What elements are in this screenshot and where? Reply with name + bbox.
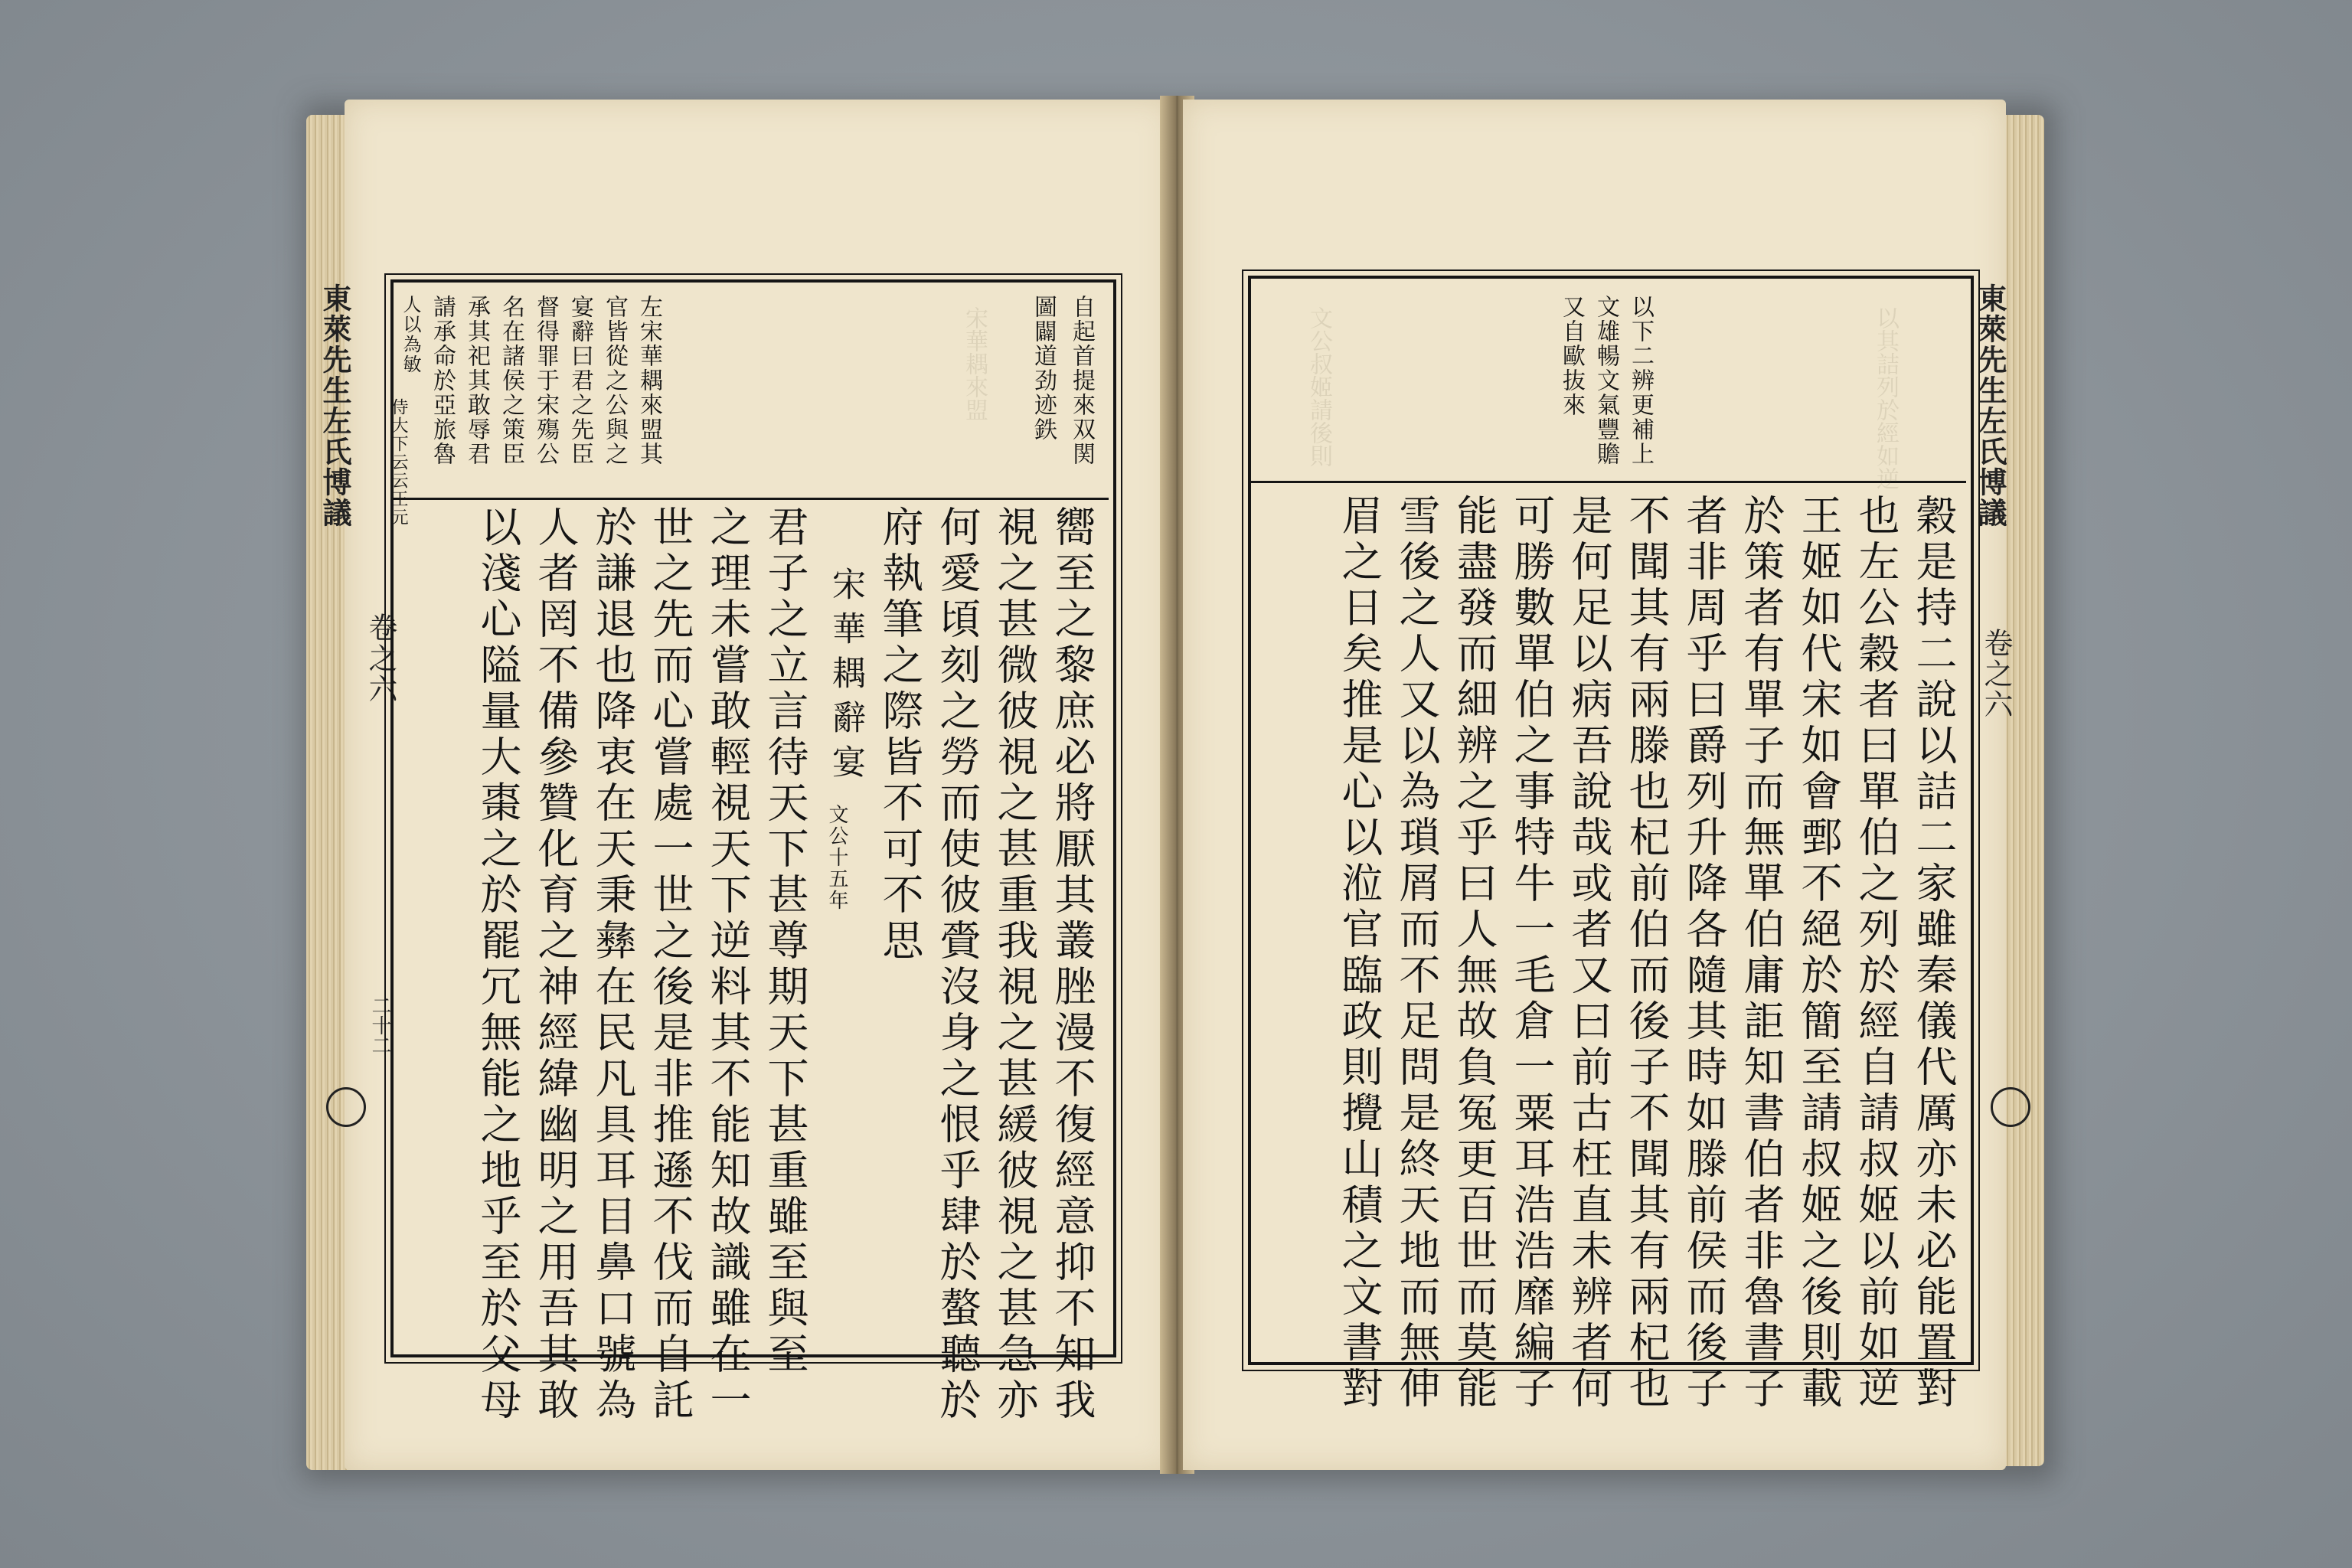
left-head-note: 左宋華耦來盟其 [635, 295, 662, 466]
essay-title: 宋華耦辭宴 [826, 567, 865, 789]
right-main-column: 眉之日矣推是心以涖官臨政則攪山積之文書對 [1335, 494, 1383, 1413]
left-main-column: 君子之立言待天下甚尊期天下甚重雖至與至 [761, 505, 809, 1378]
right-margin-volume: 卷之六 [1979, 628, 2013, 720]
right-main-column: 穀是持二說以詰二家雖秦儀代厲亦未必能置對 [1909, 494, 1958, 1413]
left-head-note: 宴辭曰君之先臣 [567, 295, 593, 466]
left-main-column: 何愛頃刻之勞而使彼賫沒身之恨乎肆於螯聽於 [933, 505, 982, 1424]
left-head-note: 督得罪于宋殤公 [532, 295, 559, 466]
right-main-column: 者非周乎曰爵列升降各隨其時如滕前侯而後子 [1680, 494, 1728, 1413]
right-main-column: 是何足以病吾說哉或者又曰前古枉直未辨者何 [1565, 494, 1613, 1413]
show-through: 以其詰列於經如逆 [1872, 306, 1899, 490]
right-main-column: 能盡發而細辨之乎曰人無故負冤更百世而莫能 [1450, 494, 1498, 1413]
left-margin-volume: 卷之六 [364, 612, 397, 704]
left-head-note: 圖闢道劲迹鉄 [1030, 295, 1057, 442]
left-head-note: 官皆從之公與之 [601, 295, 628, 466]
left-head-note: 名在諸侯之策臣 [498, 295, 524, 466]
left-main-column: 府執筆之際皆不可不思 [876, 505, 924, 965]
left-margin-title: 東萊先生左氏博議 [318, 283, 352, 528]
right-head-note: 以下二辨更補上 [1627, 295, 1654, 466]
left-head-note: 請承命於亞旅魯 [429, 295, 456, 466]
right-main-column: 也左公穀者曰單伯之列於經自請叔姬以前如逆 [1852, 494, 1900, 1413]
left-head-note: 人以為敏 [400, 295, 421, 374]
right-main-column: 於策者有單子而無單伯庸詎知書伯者非魯書子 [1737, 494, 1785, 1413]
left-main-column: 之理未嘗敢輕視天下逆料其不能知故識雖在一 [704, 505, 752, 1424]
right-head-note: 又自歐抜來 [1558, 295, 1585, 417]
right-head-note: 文雄暢文氣豐贍 [1592, 295, 1619, 466]
left-main-column: 以淺心隘量大棗之於罷冗無能之地乎至於父母 [474, 505, 522, 1424]
essay-title-note: 文公十五年 [825, 804, 848, 911]
fold-mark-left [326, 1087, 366, 1127]
right-main-column: 可勝數單伯之事特牛一毛倉一粟耳浩浩靡編子 [1508, 494, 1556, 1413]
left-main-column: 嚮至之黎庶必將厭其叢脞漫不復經意抑不知我 [1048, 505, 1096, 1424]
right-margin-title: 東萊先生左氏博議 [1973, 283, 2007, 528]
left-page-number: 二十二 [368, 995, 391, 1055]
fold-mark-right [1991, 1087, 2030, 1127]
left-head-note: 承其祀其敢辱君 [463, 295, 490, 466]
right-main-column: 王姬如代宋如會鄄不絕於簡至請叔姬之後則載 [1795, 494, 1843, 1413]
left-main-column: 於謙退也降衷在天秉彝在民凡具耳目鼻口號為 [589, 505, 637, 1424]
left-head-note: 自起首提來双関 [1068, 295, 1095, 466]
show-through: 宋華耦來盟 [961, 306, 988, 421]
left-main-column: 視之甚微彼視之甚重我視之甚緩彼視之甚急亦 [991, 505, 1039, 1424]
show-through: 文公叔姬請後則 [1305, 306, 1332, 467]
right-main-column: 不聞其有兩滕也杞前伯而後子不聞其有兩杞也 [1622, 494, 1671, 1413]
left-head-note: 侍大下云云王元 [389, 398, 408, 527]
left-head-divider [392, 498, 1109, 500]
right-head-divider [1250, 481, 1966, 483]
left-main-column: 世之先而心嘗處一世之後是非推遜不伐而自託 [646, 505, 694, 1424]
right-main-column: 雪後之人又以為瑣屑而不足問是終天地而無伸 [1393, 494, 1441, 1413]
left-main-column: 人者罔不備參贊化育之神經緯幽明之用吾其敢 [531, 505, 580, 1424]
